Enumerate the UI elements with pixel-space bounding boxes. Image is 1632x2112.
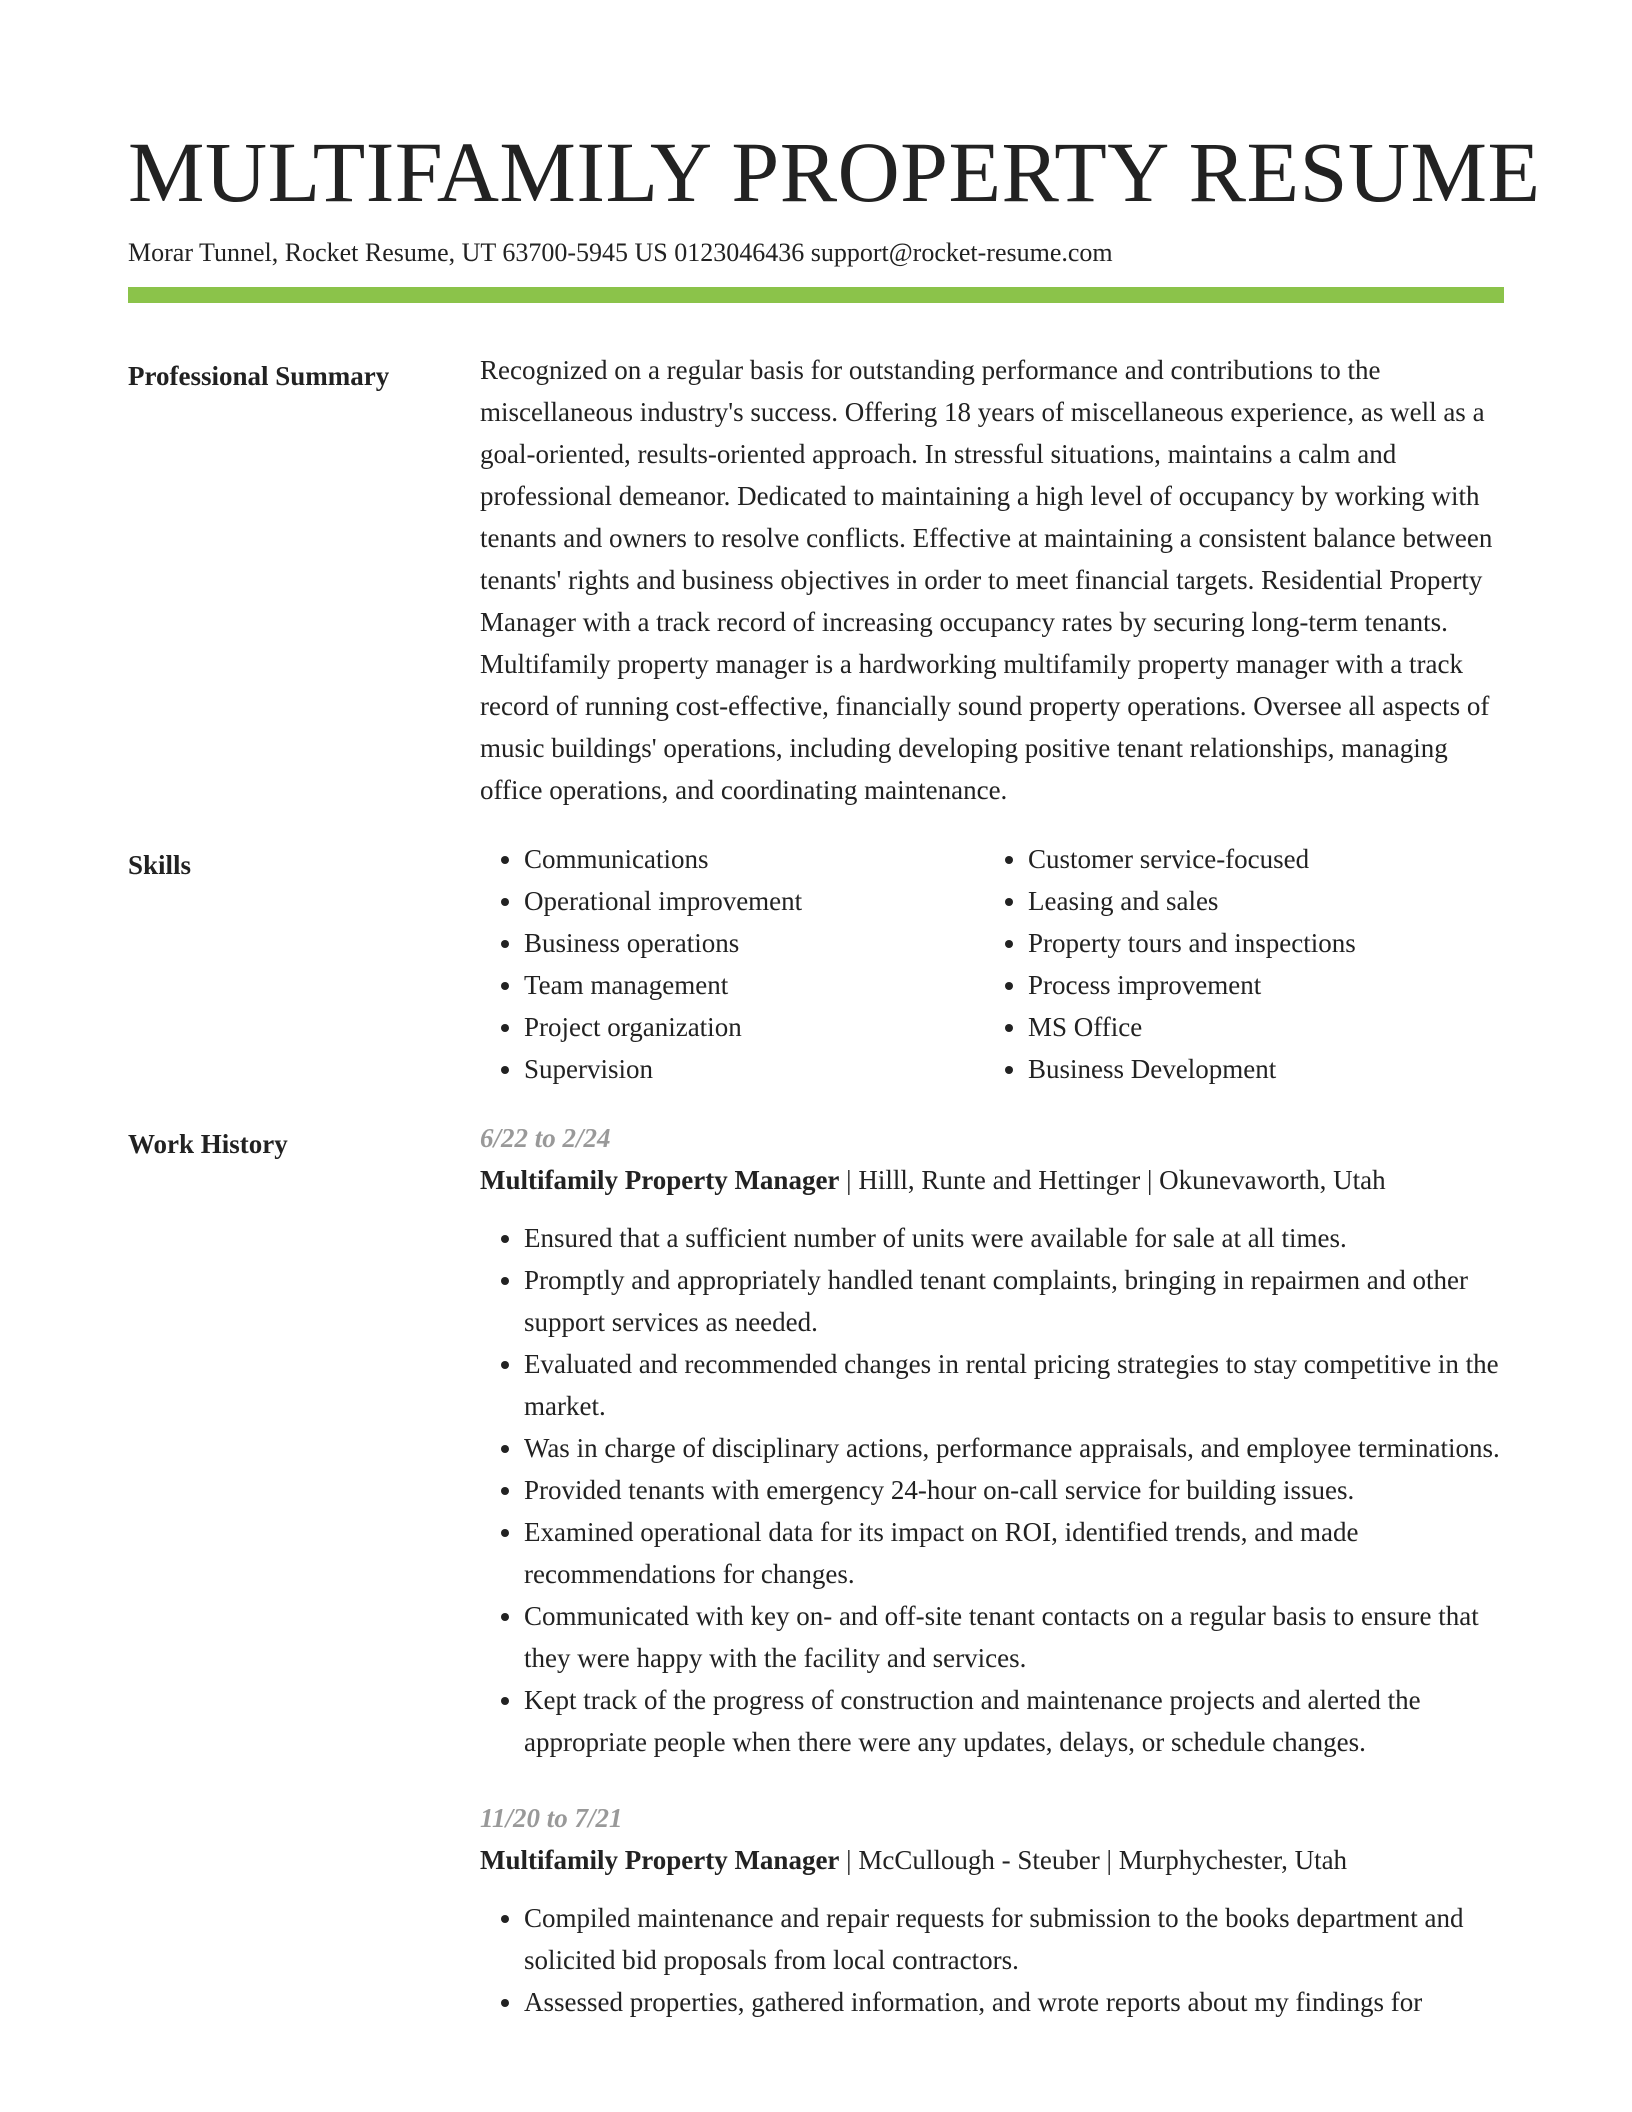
skill-item: • Team management — [524, 964, 984, 1006]
job-bullet: • Evaluated and recommended changes in rental pricing strategies to stay competitive in the market. — [524, 1343, 1504, 1427]
skill-item: • Business operations — [524, 922, 984, 964]
skill-item: • Process improvement — [1028, 964, 1488, 1006]
skills-section — [128, 844, 1504, 1090]
summary-section — [128, 355, 1504, 811]
summary-text: Recognized on a regular basis for outstanding performance and contributions to the miscellaneous industry's success. Offering 18 years of miscellaneous experience, as well as a goal-oriented, results-oriented approach. In stressful situations, maintains a calm and professional demeanor. Dedicated to maintaining a high level of occupancy by working with tenants and owners to resolve conflicts. Effective at maintaining a consistent balance between tenants' rights and business objectives in order to meet financial targets. Residential Property Manager with a track record of increasing occupancy rates by securing long-term tenants. Multifamily property manager is a hardworking multifamily property manager with a track record of running cost-effective, financially sound property operations. Oversee all aspects of music buildings' operations, including developing positive tenant relationships, managing office operations, and coordinating maintenance. — [480, 355, 1493, 805]
skills-heading: Skills — [128, 850, 192, 880]
job-bullet: • Assessed properties, gathered information, and wrote reports about my findings for — [524, 1981, 1504, 2023]
job-entry — [480, 1117, 1504, 1763]
skills-list-left — [480, 838, 984, 1090]
job-bullet: • Provided tenants with emergency 24-hour on-call service for building issues. — [524, 1469, 1504, 1511]
job-title: Multifamily Property Manager — [480, 1165, 840, 1195]
skill-item: • Project organization — [524, 1006, 984, 1048]
job-bullet: • Communicated with key on- and off-site tenant contacts on a regular basis to ensure that they were happy with the facility and services. — [524, 1595, 1504, 1679]
skill-item: • Business Development — [1028, 1048, 1488, 1090]
job-bullet: • Examined operational data for its impact on ROI, identified trends, and made recommendations for changes. — [524, 1511, 1504, 1595]
work-history-section — [128, 1123, 1504, 2023]
job-dates: 11/20 to 7/21 — [480, 1803, 623, 1833]
job-entry — [480, 1797, 1504, 2023]
job-bullet: • Promptly and appropriately handled tenant complaints, bringing in repairmen and other support services as needed. — [524, 1259, 1504, 1343]
skill-item: • Customer service-focused — [1028, 838, 1488, 880]
skill-item: • Operational improvement — [524, 880, 984, 922]
resume-title: MULTIFAMILY PROPERTY RESUME — [128, 124, 1541, 220]
job-bullet: • Compiled maintenance and repair requests for submission to the books department and solicited bid proposals from local contractors. — [524, 1897, 1504, 1981]
accent-divider — [128, 287, 1504, 303]
skills-list-right — [984, 838, 1488, 1090]
skill-item: • Supervision — [524, 1048, 984, 1090]
job-employer: | Hilll, Runte and Hettinger | Okunevaworth, Utah — [839, 1165, 1386, 1195]
job-dates: 6/22 to 2/24 — [480, 1123, 611, 1153]
job-bullet: • Kept track of the progress of construction and maintenance projects and alerted the appropriate people when there were any updates, delays, or schedule changes. — [524, 1679, 1504, 1763]
skill-item: • Leasing and sales — [1028, 880, 1488, 922]
job-employer: | McCullough - Steuber | Murphychester, Utah — [839, 1845, 1348, 1875]
job-title: Multifamily Property Manager — [480, 1845, 840, 1875]
resume-page — [128, 0, 1541, 2023]
skill-item: • Property tours and inspections — [1028, 922, 1488, 964]
job-bullets — [480, 1217, 1504, 1763]
job-bullet: • Ensured that a sufficient number of units were available for sale at all times. — [524, 1217, 1504, 1259]
job-heading — [480, 1839, 1504, 1881]
job-bullets — [480, 1897, 1504, 2023]
job-bullet: • Was in charge of disciplinary actions, performance appraisals, and employee terminations. — [524, 1427, 1504, 1469]
skill-item: • MS Office — [1028, 1006, 1488, 1048]
job-heading — [480, 1159, 1504, 1201]
contact-line: Morar Tunnel, Rocket Resume, UT 63700-5945 US 0123046436 support@rocket-resume.com — [128, 238, 1113, 267]
summary-heading: Professional Summary — [128, 361, 390, 391]
skill-item: • Communications — [524, 838, 984, 880]
work-history-heading: Work History — [128, 1129, 288, 1159]
